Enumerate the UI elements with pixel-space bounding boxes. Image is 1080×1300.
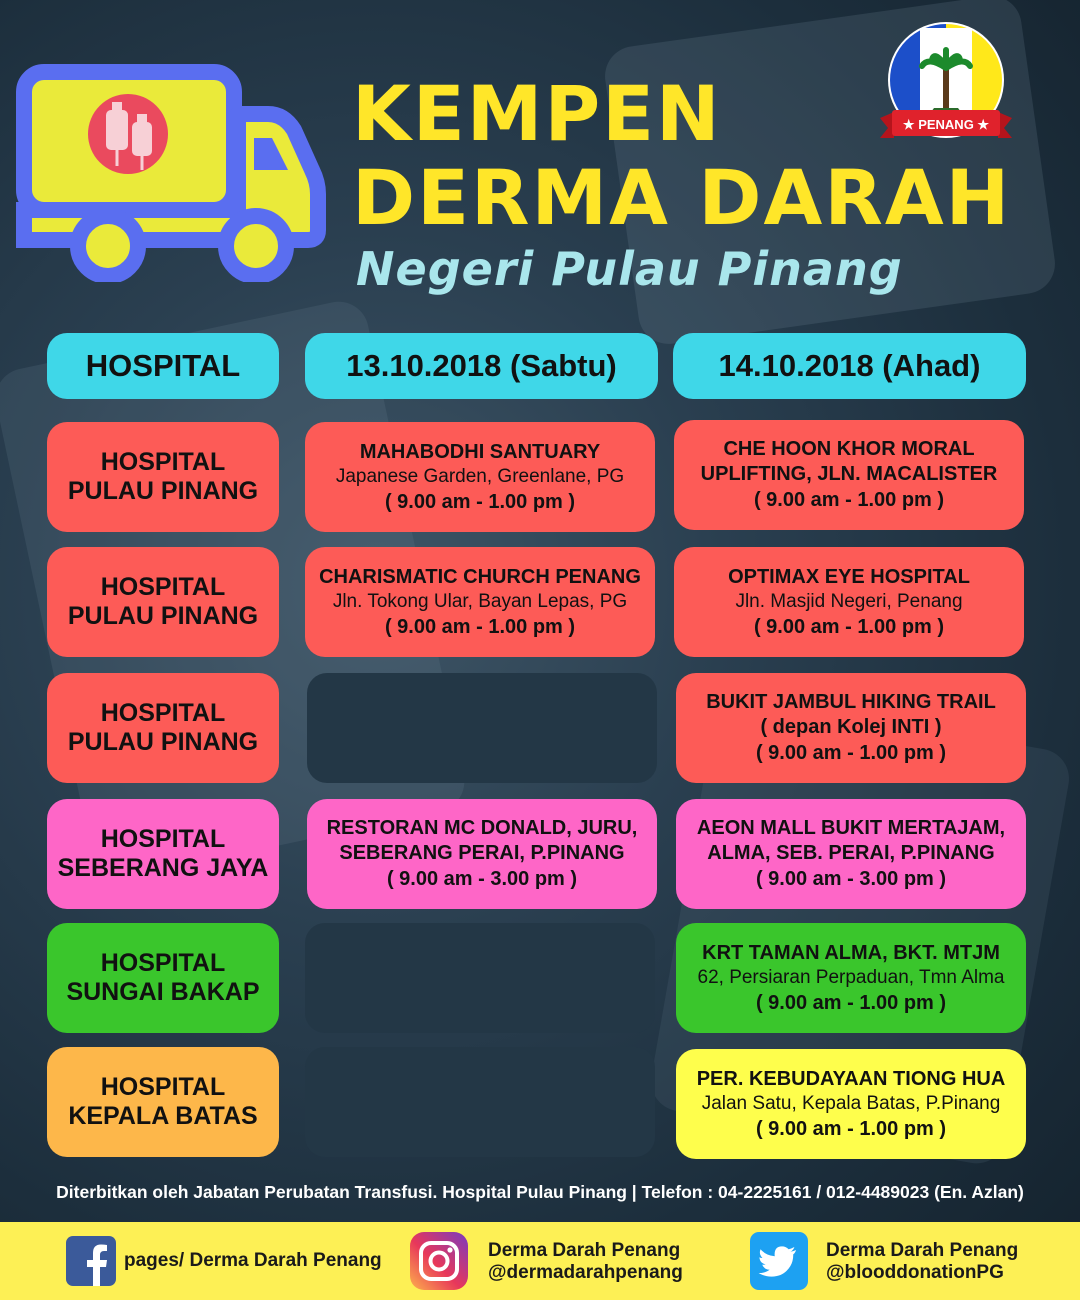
hospital-cell [47,547,279,657]
hospital-cell [47,1047,279,1157]
hospital-name: HOSPITAL KEPALA BATAS [68,1073,258,1130]
instagram-name: Derma Darah Penang [488,1240,681,1261]
venue-name: CHE HOON KHOR MORAL UPLIFTING, JLN. MACALISTER [700,438,998,485]
venue-name: KRT TAMAN ALMA, BKT. MTJM [702,941,1000,964]
venue-cell [307,799,657,909]
header-day2: 14.10.2018 (Ahad) [673,333,1026,399]
page-title-line1: KEMPEN [352,69,722,158]
publisher-note: Diterbitkan oleh Jabatan Perubatan Transfusi. Hospital Pulau Pinang | Telefon : 04-2225161 / 012-4489023 (En. Azlan) [56,1182,1024,1202]
venue-time: ( 9.00 am - 1.00 pm ) [753,615,945,638]
venue-time: ( 9.00 am - 1.00 pm ) [384,490,576,513]
venue-name: BUKIT JAMBUL HIKING TRAIL ( depan Kolej INTI ) [706,691,996,738]
empty-cell [305,1047,655,1157]
venue-address: Japanese Garden, Greenlane, PG [335,465,625,487]
venue-cell [676,673,1026,783]
venue-cell [676,923,1026,1033]
venue-cell [676,799,1026,909]
header-hospital: HOSPITAL [47,333,279,399]
venue-cell [305,547,655,657]
venue-time: ( 9.00 am - 3.00 pm ) [386,868,578,890]
twitter-handle: @blooddonationPG [826,1262,1004,1283]
venue-name: MAHABODHI SANTUARY [359,440,601,463]
empty-cell [305,923,655,1033]
instagram-link[interactable] [488,1240,683,1284]
hospital-name: HOSPITAL SEBERANG JAYA [57,825,269,882]
venue-cell [674,547,1024,657]
venue-name: PER. KEBUDAYAAN TIONG HUA [696,1067,1006,1090]
venue-cell [676,1049,1026,1159]
twitter-name: Derma Darah Penang [826,1240,1019,1261]
venue-time: ( 9.00 am - 1.00 pm ) [753,489,945,511]
venue-name: RESTORAN MC DONALD, JURU, SEBERANG PERAI, P.PINANG [326,817,638,864]
hospital-cell [47,923,279,1033]
hospital-name: HOSPITAL PULAU PINANG [67,699,259,756]
venue-time: ( 9.00 am - 3.00 pm ) [755,868,947,890]
venue-name: OPTIMAX EYE HOSPITAL [728,565,970,588]
header-day1: 13.10.2018 (Sabtu) [305,333,658,399]
venue-address: Jalan Satu, Kepala Batas, P.Pinang [701,1092,1001,1114]
venue-name: CHARISMATIC CHURCH PENANG [319,565,641,588]
venue-time: ( 9.00 am - 1.00 pm ) [755,991,947,1014]
emblem-label: ★ PENANG ★ [902,117,990,132]
instagram-handle: @dermadarahpenang [488,1262,683,1283]
page-subtitle: Negeri Pulau Pinang [356,242,903,296]
venue-address: 62, Persiaran Perpaduan, Tmn Alma [697,966,1005,988]
hospital-name: HOSPITAL SUNGAI BAKAP [66,949,260,1006]
hospital-name: HOSPITAL PULAU PINANG [67,573,259,630]
hospital-cell [47,422,279,532]
page-title-line2: DERMA DARAH [352,153,1012,242]
venue-time: ( 9.00 am - 1.00 pm ) [384,615,576,638]
facebook-label: pages/ Derma Darah Penang [124,1250,382,1271]
hospital-cell [47,799,279,909]
venue-time: ( 9.00 am - 1.00 pm ) [755,1117,947,1140]
facebook-link[interactable] [124,1250,382,1272]
venue-cell [305,422,655,532]
twitter-icon[interactable] [750,1232,808,1290]
penang-emblem-icon [876,20,1016,152]
hospital-cell [47,673,279,783]
venue-cell [674,420,1024,530]
empty-cell [307,673,657,783]
venue-time: ( 9.00 am - 1.00 pm ) [755,742,947,764]
instagram-icon[interactable] [410,1232,468,1290]
venue-address: Jln. Tokong Ular, Bayan Lepas, PG [332,590,628,612]
venue-address: Jln. Masjid Negeri, Penang [735,590,963,612]
facebook-icon[interactable] [66,1236,116,1286]
blood-truck-icon [16,62,326,282]
twitter-link[interactable] [826,1240,1018,1284]
venue-name: AEON MALL BUKIT MERTAJAM, ALMA, SEB. PERAI, P.PINANG [696,817,1006,864]
hospital-name: HOSPITAL PULAU PINANG [67,448,259,505]
